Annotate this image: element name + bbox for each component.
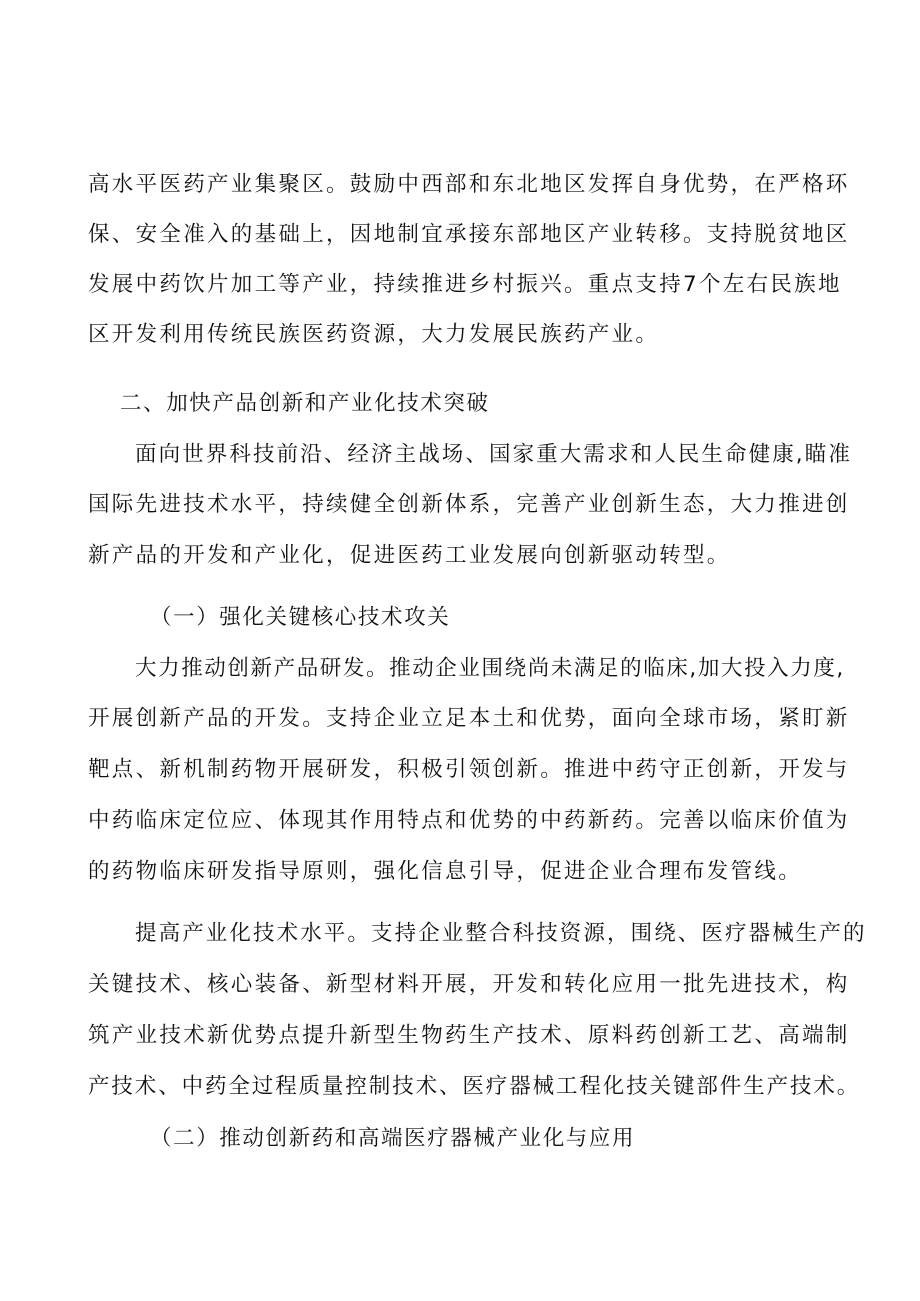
text-line: 关键技术、核心装备、新型材料开展，开发和转化应用一批先进技术，构 <box>88 972 850 997</box>
text-line: 靶点、新机制药物开展研发，积极引领创新。推进中药守正创新，开发与 <box>88 757 850 782</box>
section-heading: 二、加快产品创新和产业化技术突破 <box>120 391 490 416</box>
text-line: 保、安全准入的基础上，因地制宜承接东部地区产业转移。支持脱贫地区 <box>88 222 850 247</box>
subsection-heading: （一）强化关键核心技术攻关 <box>150 605 451 630</box>
text-line: 发展中药饮片加工等产业，持续推进乡村振兴。重点支持7个左右民族地 <box>88 272 842 297</box>
text-line: 国际先进技术水平，持续健全创新体系，完善产业创新生态，大力推进创 <box>88 492 850 517</box>
text-line: 的药物临床研发指导原则，强化信息引导，促进企业合理布发管线。 <box>88 859 803 884</box>
text-line: 高水平医药产业集聚区。鼓励中西部和东北地区发挥自身优势，在严格环 <box>88 172 850 197</box>
text-line: 开展创新产品的开发。支持企业立足本土和优势，面向全球市场，紧盯新 <box>88 706 850 731</box>
text-line: 提高产业化技术水平。支持企业整合科技资源，围绕、医疗器械生产的 <box>135 921 867 946</box>
text-line: 新产品的开发和产业化，促进医药工业发展向创新驱动转型。 <box>88 543 731 568</box>
text-line: 面向世界科技前沿、经济主战场、国家重大需求和人民生命健康,瞄准 <box>135 442 852 467</box>
text-line: 区开发利用传统民族医药资源，大力发展民族药产业。 <box>88 322 660 347</box>
subsection-heading: （二）推动创新药和高端医疗器械产业化与应用 <box>150 1126 636 1151</box>
text-line: 产技术、中药全过程质量控制技术、医疗器械工程化技关键部件生产技术。 <box>88 1074 861 1099</box>
text-line: 大力推动创新产品研发。推动企业围绕尚未满足的临床,加大投入力度, <box>135 656 845 681</box>
text-line: 筑产业技术新优势点提升新型生物药生产技术、原料药创新工艺、高端制 <box>88 1023 850 1048</box>
text-line: 中药临床定位应、体现其作用特点和优势的中药新药。完善以临床价值为 <box>88 808 850 833</box>
